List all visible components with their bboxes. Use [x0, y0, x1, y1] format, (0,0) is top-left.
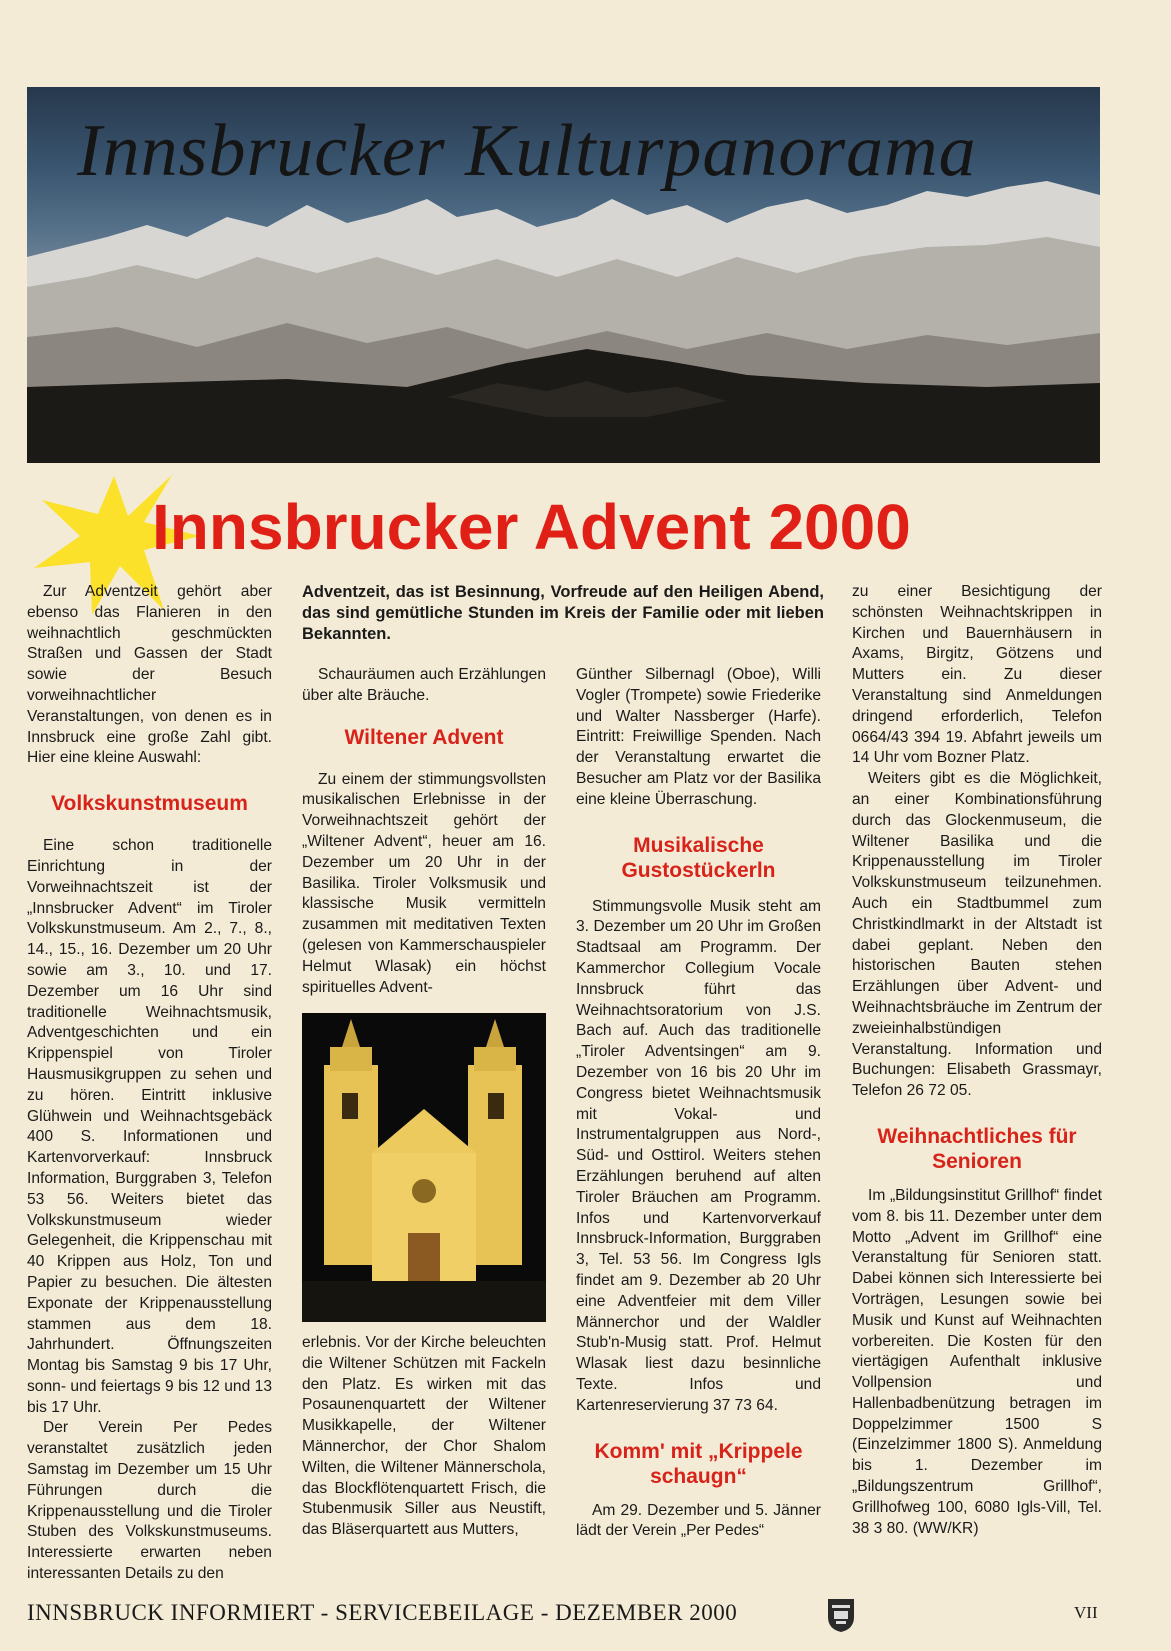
paragraph: zu einer Besichtigung der schönsten Weihnachtskrippen in Kirchen und Bauernhäusern in Axams, Birgitz, Götzens und Mutters ein. Zu dieser Veranstaltung sind Anmeldungen dringend erforderlich, Telefon 0664/43 394 19. Abfahrt jeweils um 14 Uhr vom Bozner Platz.	[852, 583, 1102, 767]
column-1	[27, 582, 272, 1585]
basilica-photo	[302, 1013, 546, 1322]
banner-title: Innsbrucker Kulturpanorama	[77, 110, 977, 192]
paragraph: Eine schon traditionelle Einrichtung in der Vorweihnachtszeit ist der „Innsbrucker Advent“ im Tiroler Volkskunstmuseum. Am 2., 7., 8., 14., 15., 16. Dezember um 20 Uhr sowie am 3., 10. und 17. Dezember um 16 Uhr sind traditionelle Weihnachtsmusik, Adventgeschichten und ein Krippenspiel von Tiroler Hausmusikgruppen zu sehen und zu hören. Eintritt inklusive Glühwein und Weihnachtsgebäck 400 S. Informationen und Kartenvorverkauf: Innsbruck Information, Burggraben 3, Telefon 53 56. Weiters bietet das Volkskunstmuseum wieder Gelegenheit, die Krippenschau mit 40 Krippen aus Holz, Ton und Papier zu besuchen. Die ältesten Exponate der Krippenausstellung stammen aus dem 18. Jahrhundert. Öffnungszeiten Montag bis Samstag 9 bis 17 Uhr, sonn- und feiertags 9 bis 12 und 13 bis 17 Uhr.	[27, 837, 272, 1416]
section-heading-volkskunstmuseum: Volkskunstmuseum	[51, 792, 248, 816]
page-headline: Innsbrucker Advent 2000	[152, 491, 911, 563]
paragraph: Weiters gibt es die Möglichkeit, an einer Kombinationsführung durch das Glockenmuseum, die Wiltener Basilika und die Krippenausstellung im Tiroler Volkskunstmuseum teilzunehmen. Auch ein Stadtbummel zum Christkindlmarkt in der Altstadt ist dabei geplant. Neben den historischen Bauten stehen Erzählungen über Advent- und Weihnachtsbräuche im Zentrum der zweieinhalbstündigen Veranstaltung. Information und Buchungen: Elisabeth Grassmayr, Telefon 26 72 05.	[852, 770, 1102, 1100]
column-2-top	[302, 665, 546, 998]
paragraph: Günther Silbernagl (Oboe), Willi Vogler (Trompete) sowie Friederike und Walter Nassberger (Harfe). Eintritt: Freiwillige Spenden. Nach der Veranstaltung erwartet die Besucher am Platz vor der Basilika eine kleine Überraschung.	[576, 666, 821, 808]
paragraph: Am 29. Dezember und 5. Jänner lädt der Verein „Per Pedes“	[576, 1501, 821, 1540]
section-heading-musikalische-gustostueckerln: Musikalische Gustostückerln	[621, 833, 776, 882]
paragraph: Schauräumen auch Erzählungen über alte Bräuche.	[302, 666, 546, 704]
footer-text: INNSBRUCK INFORMIERT - SERVICEBEILAGE - DEZEMBER 2000	[27, 1600, 738, 1625]
paragraph: erlebnis. Vor der Kirche beleuchten die Wiltener Schützen mit Fackeln den Platz. Es wirken mit das Posaunenquartett der Wiltener Musikkapelle, der Wiltener Männerchor, der Chor Shalom Wilten, die Wiltener Männerschola, das Blockflötenquartett Frisch, die Stubenmusik Siller aus Neustift, das Bläserquartett aus Mutters,	[302, 1334, 546, 1539]
mountain-banner	[27, 87, 1100, 463]
column-3	[576, 665, 821, 1542]
paragraph: Zu einem der stimmungsvollsten musikalischen Erlebnisse in der Vorweihnachtszeit gehört der „Wiltener Advent“, heuer am 16. Dezember um 20 Uhr in der Basilika. Tiroler Volksmusik und klassische Musik vermitteln zusammen mit meditativen Texten (gelesen von Kammerschauspieler Helmut Wlasak) ein höchst spirituelles Advent-	[302, 770, 546, 996]
intro-paragraph: Zur Adventzeit gehört aber ebenso das Flanieren in den weihnachtlich geschmückten Straßen und Gassen der Stadt sowie der Besuch vorweihnachtlicher Veranstaltungen, von denen es in Innsbruck eine große Zahl gibt. Hier eine kleine Auswahl:	[27, 583, 272, 767]
page-number: VII	[1074, 1603, 1098, 1622]
paragraph: Im „Bildungsinstitut Grillhof“ findet vom 8. bis 11. Dezember unter dem Motto „Advent im Grillhof“ eine Veranstaltung für Senioren statt. Dabei können sich Interessierte bei Vorträgen, Lesungen sowie bei Musik und Kunst auf Weihnachten vorbereiten. Die Kosten für den viertägigen Aufenthalt inklusive Vollpension und Hallenbadbenützung betragen im Doppelzimmer 1500 S (Einzelzimmer 1800 S). Anmeldung bis 1. Dezember im „Bildungszentrum Grillhof“, Grillhofweg 100, 6080 Igls-Vill, Tel. 38 3 80. (WW/KR)	[852, 1186, 1102, 1537]
paragraph: Der Verein Per Pedes veranstaltet zusätzlich jeden Samstag im Dezember um 15 Uhr Führungen durch die Krippenausstellung und die Tiroler Stuben des Volkskunstmuseums. Interessierte erwarten neben interessanten Details zu den	[27, 1419, 272, 1583]
section-heading-wiltener-advent: Wiltener Advent	[344, 725, 504, 749]
city-crest-icon	[826, 1597, 856, 1633]
column-4	[852, 582, 1102, 1539]
section-heading-weihnachtliches-fuer-senioren: Weihnachtliches für Senioren	[877, 1124, 1077, 1173]
column-2-bottom	[302, 1333, 546, 1541]
lead-paragraph: Adventzeit, das ist Besinnung, Vorfreude auf den Heiligen Abend, das sind gemütliche Stunden im Kreis der Familie oder mit lieben Bekannten.	[302, 583, 824, 643]
paragraph: Stimmungsvolle Musik steht am 3. Dezember um 20 Uhr im Großen Stadtsaal am Programm. Der Kammerchor Collegium Vocale Innsbruck führt das Weihnachtsoratorium von J.S. Bach auf. Auch das traditionelle „Tiroler Adventsingen“ am 9. Dezember von 16 bis 20 Uhr im Congress bietet Weihnachtsmusik mit Vokal- und Instrumentalgruppen aus Nord-, Süd- und Osttirol. Weiters stehen Erzählungen beruhend auf alten Tiroler Bräuchen am Programm. Infos und Kartenvorverkauf Innsbruck-Information, Burggraben 3, Tel. 53 56. Im Congress Igls findet am 9. Dezember ab 20 Uhr eine Adventfeier mit dem Viller Männerchor und der Waldler Stub'n-Musig statt. Prof. Helmut Wlasak liest dazu besinnliche Texte. Infos und Kartenreservierung 37 73 64.	[576, 897, 821, 1414]
section-heading-krippele-schaugn: Komm' mit „Krippele schaugn“	[594, 1439, 803, 1488]
